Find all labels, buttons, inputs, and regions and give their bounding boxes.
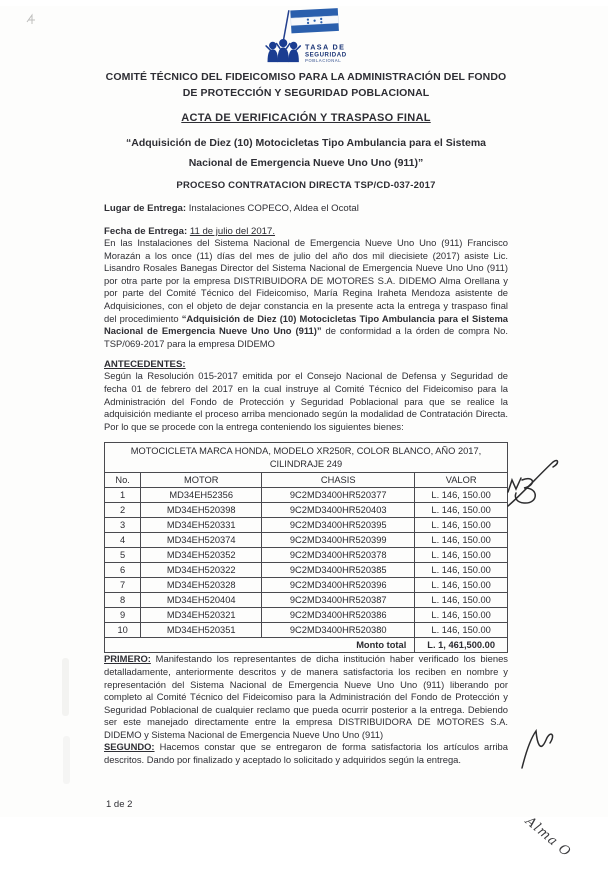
motor-cell: MD34EH520321 [141,608,262,623]
chasis-cell: 9C2MD3400HR520403 [262,503,415,518]
valor-cell: L. 146, 150.00 [415,488,508,503]
scan-smudge [63,736,70,784]
table-caption: MOTOCICLETA MARCA HONDA, MODELO XR250R, COLOR BLANCO, AÑO 2017, CILINDRAJE 249 [105,443,508,473]
segundo-clause [104,741,508,766]
delivery-date-label: Fecha de Entrega: [104,226,188,237]
antecedentes-heading: ANTECEDENTES: [104,359,186,371]
chasis-cell: 9C2MD3400HR520380 [262,623,415,638]
no-cell: 5 [105,548,141,563]
act-title: ACTA DE VERIFICACIÓN Y TRASPASO FINAL [181,112,431,124]
motor-cell: MD34EH52356 [141,488,262,503]
no-cell: 6 [105,563,141,578]
partial-signature: Alma O [522,814,574,861]
no-cell: 8 [105,593,141,608]
logo-line-1: TASA DE [305,42,346,52]
valor-cell: L. 146, 150.00 [415,533,508,548]
intro-bold-title: “Adquisición de Diez (10) Motocicletas Tipo Ambulancia para el Sistema Nacional de Emergencia Nueve Uno Uno (911)” [104,312,509,337]
valor-cell: L. 146, 150.00 [415,548,508,563]
segundo-text: Hacemos constar que se entregaron de forma satisfactoria los artículos arriba descritos. Dando por finalizado y aceptado lo solicitado y adquiridos según la entrega. [104,741,508,766]
intro-text-1: En las Instalaciones del Sistema Nacional de Emergencia Nueve Uno Uno (911) Francisco Morazán a los once (11) días del mes de julio del año dos mil diecisiete (2017) asiste Lic. Lisandro Rosales Banegas Director del Sistema Nacional de Emergencia Nueve Uno Uno (911) por otra parte por la empresa DISTRIBUIDORA DE MOTORES S.A. DIDEMO Alma Orellana y por parte del Comité Técnico del Fideicomiso, María Regina Iraheta Mendoza asistente de Adquisiciones, con el objeto de dejar constancia en la presente acta la entrega y traspaso final del procedimiento [104,237,508,324]
project-title: “Adquisición de Diez (10) Motocicletas Tipo Ambulancia para el Sistema Nacional de Emergencia Nueve Uno Uno (911)” [125,137,486,169]
valor-cell: L. 146, 150.00 [415,518,508,533]
intro-paragraph [104,237,508,350]
process-title: PROCESO CONTRATACION DIRECTA TSP/CD-037-2017 [176,180,436,191]
tasa-seguridad-logo-icon [230,6,382,64]
logo-wordmark [305,42,347,63]
motor-cell: MD34EH520404 [141,593,262,608]
delivery-place-label: Lugar de Entrega: [104,203,187,214]
table-row [105,548,508,563]
total-label: Monto total [105,638,415,653]
crowd-figures-icon [266,39,300,61]
intro-text-2: de conformidad a la órden de compra No. TSP/069-2017 para la empresa DIDEMO [104,325,509,349]
antecedentes-paragraph: Según la Resolución 015-2017 emitida por el Consejo Nacional de Defensa y Seguridad de fecha 01 de febrero del 2017 en la cual instruye al Comité Técnico del Fideicomiso para la Administración del Fondo de Protección y Seguridad Poblacional para que se realice la adquisición mediante el proceso arriba mencionado según la modalidad de Contratación Directa. Por lo que se procede con la entrega conteniendo los siguientes bienes: [104,370,508,432]
chasis-cell: 9C2MD3400HR520377 [262,488,415,503]
valor-cell: L. 146, 150.00 [415,563,508,578]
segundo-label: SEGUNDO: [104,741,155,753]
logo-line-3: POBLACIONAL [305,58,342,64]
valor-cell: L. 146, 150.00 [415,503,508,518]
logo-line-2: SEGURIDAD [305,51,347,59]
table-total-row [105,638,508,653]
motor-cell: MD34EH520322 [141,563,262,578]
primero-text: Manifestando los representantes de dicha institución haber verificado los bienes detalladamente, anteriormente descritos y de manera satisfactoria los reciben en nombre y representación del Sistema Nacional de Emergencia Nueve Uno Uno (911) liberando por completo al Comité Técnico del Fideicomiso para la Administración del Fondo de Protección y Seguridad Poblacional de cualquier reclamo que pueda ocurrir posterior a la entrega. Debiendo ser este manejado directamente entre la empresa DISTRIBUIDORA DE MOTORES S.A. DIDEMO y Sistema Nacional de Emergencia Nueve Uno Uno (911) [104,653,508,740]
primero-label: PRIMERO: [104,653,151,665]
column-header-motor: MOTOR [141,473,262,488]
primero-clause [104,653,508,741]
valor-cell: L. 146, 150.00 [415,578,508,593]
motor-cell: MD34EH520328 [141,578,262,593]
motor-cell: MD34EH520352 [141,548,262,563]
table-row [105,533,508,548]
no-cell: 4 [105,533,141,548]
motor-cell: MD34EH520351 [141,623,262,638]
chasis-cell: 9C2MD3400HR520385 [262,563,415,578]
table-row [105,488,508,503]
no-cell: 9 [105,608,141,623]
table-row [105,503,508,518]
table-row [105,518,508,533]
delivery-place-line [104,203,508,214]
committee-title: COMITÉ TÉCNICO DEL FIDEICOMISO PARA LA ADMINISTRACIÓN DEL FONDO DE PROTECCIÓN Y SEGURIDAD POBLACIONAL [105,71,507,99]
motor-cell: MD34EH520331 [141,518,262,533]
no-cell: 7 [105,578,141,593]
valor-cell: L. 146, 150.00 [415,623,508,638]
column-header-valor: VALOR [415,473,508,488]
motor-cell: MD34EH520398 [141,503,262,518]
delivery-date-line [104,226,508,237]
valor-cell: L. 146, 150.00 [415,593,508,608]
scanned-document-page [0,6,608,861]
valor-cell: L. 146, 150.00 [415,608,508,623]
table-row [105,608,508,623]
column-header-chasis: CHASIS [262,473,415,488]
no-cell: 1 [105,488,141,503]
chasis-cell: 9C2MD3400HR520386 [262,608,415,623]
motor-cell: MD34EH520374 [141,533,262,548]
table-caption-row [105,443,508,473]
no-cell: 10 [105,623,141,638]
no-cell: 3 [105,518,141,533]
table-row [105,623,508,638]
goods-table [104,442,508,653]
table-row [105,578,508,593]
chasis-cell: 9C2MD3400HR520395 [262,518,415,533]
chasis-cell: 9C2MD3400HR520387 [262,593,415,608]
chasis-cell: 9C2MD3400HR520378 [262,548,415,563]
total-value: L. 1, 461,500.00 [415,638,508,653]
table-row [105,563,508,578]
column-header-no: No. [105,473,141,488]
chasis-cell: 9C2MD3400HR520399 [262,533,415,548]
honduras-flag-icon [290,8,339,33]
delivery-place-value: Instalaciones COPECO, Aldea el Ocotal [186,203,359,214]
delivery-date-value: 11 de julio del 2017. [189,226,276,237]
page-number: 1 de 2 [106,799,133,810]
table-header-row [105,473,508,488]
no-cell: 2 [105,503,141,518]
scan-smudge [62,658,69,716]
goods-table-body [105,488,508,638]
table-row [105,593,508,608]
org-logo [104,6,508,67]
chasis-cell: 9C2MD3400HR520396 [262,578,415,593]
